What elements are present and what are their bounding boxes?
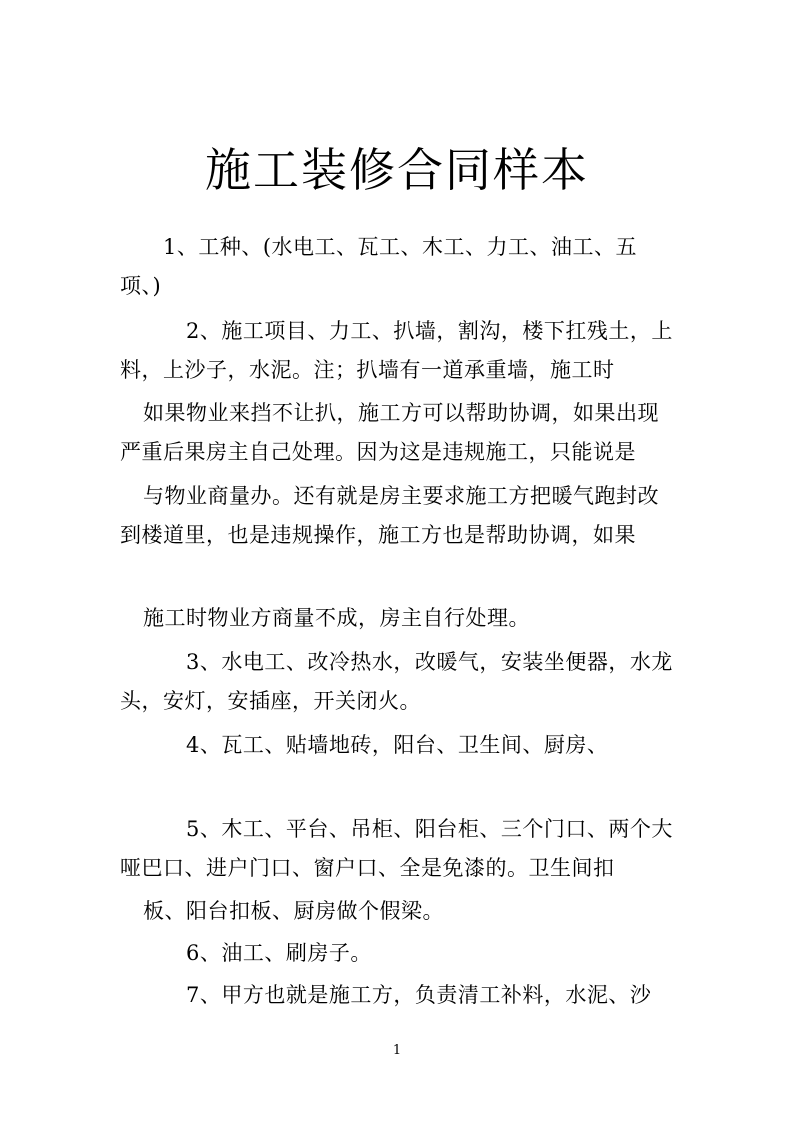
paragraph-line: 到楼道里，也是违规操作，施工方也是帮助协调，如果: [120, 523, 636, 547]
paragraph-line: 2、施工项目、力工、扒墙，割沟，楼下扛残土，上: [186, 319, 673, 343]
paragraph-line: 料，上沙子，水泥。注；扒墙有一道承重墙，施工时: [120, 358, 615, 382]
paragraph-line: 3、水电工、改冷热水，改暖气，安装坐便器，水龙: [186, 650, 673, 674]
paragraph-line: 哑巴口、进户门口、窗户口、全是免漆的。卫生间扣: [120, 856, 615, 880]
document-title: 施工装修合同样本: [205, 143, 589, 197]
paragraph-line: 5、木工、平台、吊柜、阳台柜、三个门口、两个大: [186, 817, 673, 841]
paragraph-line: 施工时物业方商量不成，房主自行处理。: [143, 606, 530, 630]
paragraph-line: 头，安灯，安插座，开关闭火。: [120, 689, 421, 713]
paragraph-line: 如果物业来挡不让扒，施工方可以帮助协调，如果出现: [143, 401, 659, 425]
paragraph-line: 项、): [120, 274, 162, 298]
paragraph-line: 板、阳台扣板、厨房做个假梁。: [143, 899, 444, 923]
paragraph-line: 7、甲方也就是施工方，负责清工补料，水泥、沙: [186, 983, 652, 1007]
paragraph-line: 1、工种、(水电工、瓦工、木工、力工、油工、五: [163, 235, 638, 259]
paragraph-line: 6、油工、刷房子。: [186, 941, 372, 965]
paragraph-line: 严重后果房主自己处理。因为这是违规施工，只能说是: [120, 440, 636, 464]
paragraph-line: 4、瓦工、贴墙地砖，阳台、卫生间、厨房、: [186, 733, 609, 757]
page-number: 1: [392, 1043, 402, 1058]
paragraph-line: 与物业商量办。还有就是房主要求施工方把暖气跑封改: [143, 484, 659, 508]
